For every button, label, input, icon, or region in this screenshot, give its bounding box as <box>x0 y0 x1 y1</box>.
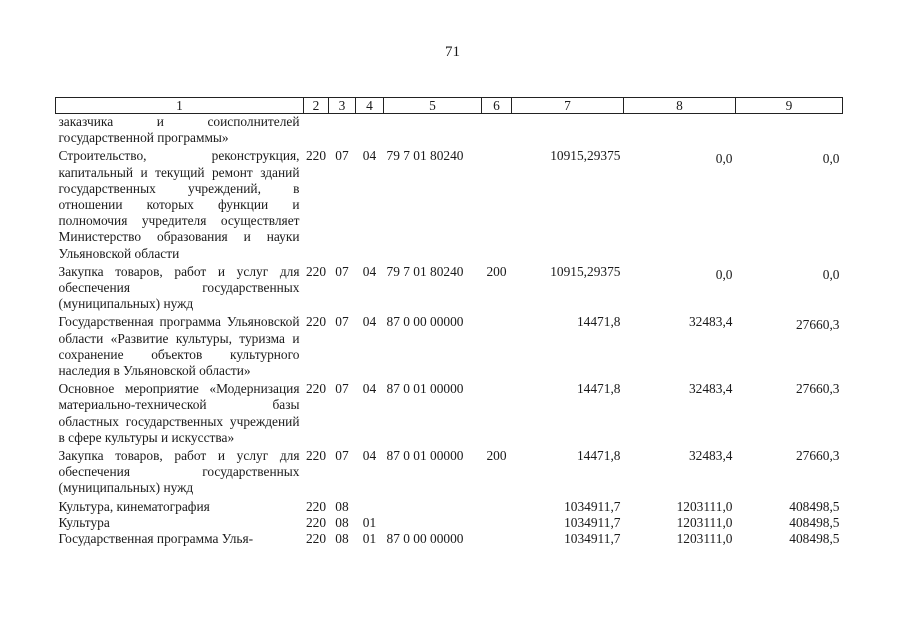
cell-expense-type <box>482 114 512 149</box>
page-number: 71 <box>445 44 460 60</box>
cell-amount-3: 27660,3 <box>795 381 840 397</box>
cell-section: 08 <box>335 514 349 530</box>
cell-amount-1: 1034911,7 <box>564 498 621 514</box>
cell-section: 07 <box>335 263 349 279</box>
cell-amount-2: 1203111,0 <box>676 498 733 514</box>
row-name: Строительство, реконструкция, капитальный и текущий ремонт зданий государственных учреждений, в отношении которых функции и полномочия учредителя осуществляет Министерство образования и науки Ульяновской области <box>58 148 300 261</box>
cell-target-article <box>384 114 482 149</box>
cell-amount-3: 0,0 <box>822 151 840 167</box>
cell-target-article: 87 0 01 00000 <box>386 448 464 464</box>
cell-expense-type <box>482 381 512 448</box>
cell-target-article <box>384 515 482 531</box>
table-row <box>56 114 843 149</box>
cell-amount-2: 32483,4 <box>688 381 733 397</box>
row-name: Закупка товаров, работ и услуг для обеспечения государственных (муниципальных) нужд <box>58 263 300 312</box>
cell-target-article: 79 7 01 80240 <box>386 263 464 279</box>
cell-amount-2: 1203111,0 <box>676 531 733 547</box>
cell-target-article: 87 0 00 00000 <box>386 531 464 547</box>
row-name: Культура, кинематография <box>58 498 210 514</box>
cell-amount-3: 408498,5 <box>789 498 840 514</box>
cell-subsection: 04 <box>362 448 377 464</box>
table-row <box>56 531 843 547</box>
column-header: 4 <box>356 98 384 114</box>
cell-amount-3 <box>736 114 843 149</box>
column-number-row <box>56 98 843 114</box>
cell-subsection: 04 <box>362 314 377 330</box>
cell-subsection <box>356 499 384 515</box>
cell-subsection: 01 <box>362 514 377 530</box>
cell-amount-1: 1034911,7 <box>564 531 621 547</box>
cell-target-article <box>384 499 482 515</box>
cell-amount-2: 32483,4 <box>688 448 733 464</box>
column-header: 6 <box>482 98 512 114</box>
column-header: 9 <box>736 98 843 114</box>
cell-amount-2: 1203111,0 <box>676 514 733 530</box>
cell-amount-3: 27660,3 <box>795 448 840 464</box>
cell-ministry: 220 <box>305 498 327 514</box>
cell-amount-3: 27660,3 <box>795 317 840 333</box>
row-name: заказчика и соисполнителей государственной программы» <box>58 114 300 146</box>
cell-expense-type <box>482 531 512 547</box>
budget-table <box>55 97 843 547</box>
cell-subsection: 04 <box>362 381 377 397</box>
cell-amount-2 <box>624 114 736 149</box>
cell-amount-1: 1034911,7 <box>564 514 621 530</box>
table-row <box>56 314 843 381</box>
cell-target-article: 79 7 01 80240 <box>386 148 464 164</box>
table-row <box>56 499 843 515</box>
cell-section: 07 <box>335 448 349 464</box>
cell-amount-1: 10915,29375 <box>550 148 621 164</box>
table-row <box>56 515 843 531</box>
column-header: 5 <box>384 98 482 114</box>
column-header: 3 <box>329 98 356 114</box>
cell-subsection: 04 <box>362 148 377 164</box>
cell-amount-3: 0,0 <box>822 266 840 282</box>
cell-expense-type <box>482 314 512 381</box>
cell-expense-type <box>482 515 512 531</box>
cell-target-article: 87 0 00 00000 <box>386 314 464 330</box>
table-row <box>56 448 843 499</box>
cell-amount-1: 14471,8 <box>576 381 621 397</box>
column-header: 1 <box>56 98 304 114</box>
cell-section: 07 <box>335 148 349 164</box>
cell-section: 08 <box>335 531 349 547</box>
cell-ministry: 220 <box>305 531 327 547</box>
table-row <box>56 264 843 315</box>
cell-amount-2: 0,0 <box>715 151 733 167</box>
cell-subsection <box>356 114 384 149</box>
cell-expense-type: 200 <box>486 263 507 279</box>
cell-amount-2: 0,0 <box>715 266 733 282</box>
row-name: Закупка товаров, работ и услуг для обеспечения государственных (муниципальных) нужд <box>58 448 300 496</box>
cell-ministry: 220 <box>305 263 327 279</box>
column-header: 7 <box>512 98 624 114</box>
cell-section: 07 <box>335 381 349 397</box>
cell-amount-3: 408498,5 <box>789 531 840 547</box>
cell-subsection: 04 <box>362 263 377 279</box>
cell-ministry: 220 <box>305 314 327 330</box>
cell-section <box>329 114 356 149</box>
row-name: Государственная программа Ульяновской области «Развитие культуры, туризма и сохранение объектов культурного наследия в Ульяновской области» <box>58 314 300 379</box>
cell-expense-type <box>482 499 512 515</box>
column-header: 2 <box>304 98 329 114</box>
cell-target-article: 87 0 01 00000 <box>386 381 464 397</box>
row-name: Государственная программа Улья- <box>58 531 254 547</box>
cell-expense-type <box>482 148 512 263</box>
cell-amount-2: 32483,4 <box>688 314 733 330</box>
cell-ministry: 220 <box>305 448 327 464</box>
cell-amount-1: 10915,29375 <box>550 263 621 279</box>
cell-ministry: 220 <box>305 148 327 164</box>
cell-expense-type: 200 <box>486 448 507 464</box>
cell-ministry: 220 <box>305 514 327 530</box>
row-name: Основное мероприятие «Модернизация материально-технической базы областных государственных учреждений в сфере культуры и искусства» <box>58 381 300 445</box>
cell-section: 08 <box>335 498 349 514</box>
cell-ministry: 220 <box>305 381 327 397</box>
cell-subsection: 01 <box>362 531 377 547</box>
table-row <box>56 381 843 448</box>
cell-amount-1: 14471,8 <box>576 314 621 330</box>
cell-amount-1: 14471,8 <box>576 448 621 464</box>
table-row <box>56 148 843 263</box>
column-header: 8 <box>624 98 736 114</box>
cell-amount-1 <box>512 114 624 149</box>
cell-ministry <box>304 114 329 149</box>
row-name: Культура <box>58 514 110 530</box>
cell-amount-3: 408498,5 <box>789 514 840 530</box>
cell-section: 07 <box>335 314 349 330</box>
